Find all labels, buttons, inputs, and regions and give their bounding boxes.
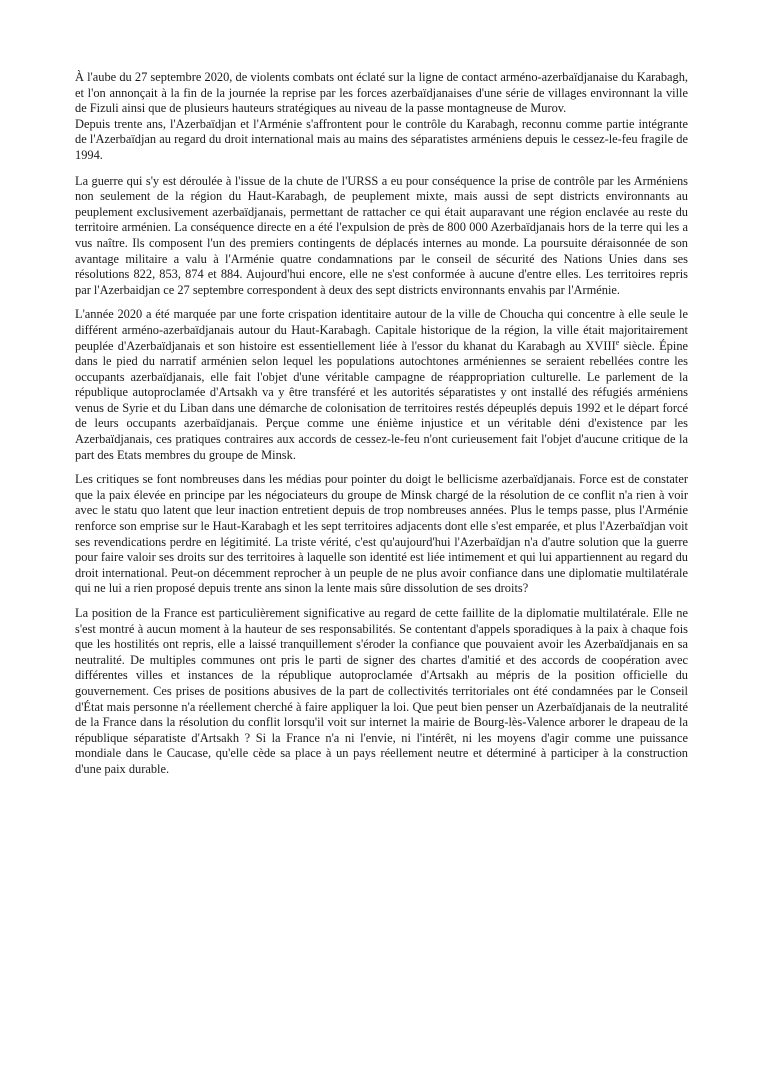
paragraph-intro: À l'aube du 27 septembre 2020, de violents combats ont éclaté sur la ligne de contact arméno-azerbaïdjanaise du Karabagh, et l'on annonçait à la fin de la journée la reprise par les forces azerbaïdjanaises d'une série de villages environnant la ville de Fizuli ainsi que de plusieurs hauteurs stratégiques au niveau de la passe montagneuse de Murov. <box>75 70 688 116</box>
paragraph-war-history: La guerre qui s'y est déroulée à l'issue de la chute de l'URSS a eu pour conséquence la prise de contrôle par les Arméniens non seulement de la région du Haut-Karabagh, de peuplement mixte, mais aussi de sept districts environnants au peuplement exclusivement azerbaïdjanais, permettant de rattacher ce qui était auparavant une région enclavée au reste du territoire arménien. La conséquence directe en a été l'expulsion de près de 800 000 Azerbaïdjanais hors de la terre qui les a vus naître. Ils composent l'un des premiers contingents de déplacés internes au monde. La poursuite déraisonnée de son avantage militaire a valu à l'Arménie quatre condamnations par le conseil de sécurité des Nations Unies dans ses résolutions 822, 853, 874 et 884. Aujourd'hui encore, elle ne s'est conformée à aucune d'entre elles. Les territoires repris par l'Azerbaidjan ce 27 septembre correspondent à deux des sept districts environnants envahis par l'Arménie. <box>75 173 688 297</box>
choucha-text-part-1: L'année 2020 a été marquée par une forte crispation identitaire autour de la ville de Choucha qui concentre à elle seule le différent arméno-azerbaïdjanais autour du Haut-Karabagh. Capitale historique de la région, la ville était majoritairement peuplée d'Azerbaïdjanais et son histoire est essentiellement liée à l'essor du khanat du Karabagh au XVIII <box>75 307 688 353</box>
century-superscript: e <box>615 337 620 347</box>
paragraph-france-position: La position de la France est particulièrement significative au regard de cette faillite de la diplomatie multilatérale. Elle ne s'est montré à aucun moment à la hauteur de ses responsabilités. Se contentant d'appels sporadiques à la paix à chaque fois que les hostilités ont repris, elle a laissé tranquillement s'éroder la confiance que pouvaient avoir les Azerbaïdjanais en sa neutralité. De multiples communes ont pris le parti de signer des chartes d'amitié et des accords de coopération avec différentes villes et instances de la république autoproclamée d'Artsakh au mépris de la position officielle du gouvernement. Ces prises de positions abusives de la part de collectivités territoriales ont été condamnées par le Conseil d'État mais personne n'a réellement cherché à faire appliquer la loi. Que peut bien penser un Azerbaïdjanais de la neutralité de la France dans la résolution du conflit lorsqu'il voit sur internet la mairie de Bourg-lès-Valence arborer le drapeau de la république séparatiste d'Artsakh ? Si la France n'a ni l'envie, ni l'intérêt, ni les moyens d'agir comme une puissance mondiale dans le Caucase, qu'elle cède sa place à un pays réellement neutre et déterminé à participer à la construction d'une paix durable. <box>75 606 688 776</box>
document-page <box>75 70 688 787</box>
paragraph-critiques: Les critiques se font nombreuses dans les médias pour pointer du doigt le bellicisme azerbaïdjanais. Force est de constater que la paix élevée en principe par les négociateurs du groupe de Minsk chargé de la résolution de ce conflit n'a rien à voir avec le statu quo latent que leur inaction entretient depuis de trop nombreuses années. Plus le temps passe, plus l'Arménie renforce son emprise sur le Haut-Karabagh et les sept territoires adjacents dont elle s'est emparée, et plus l'Azerbaïdjan voit ses revendications perdre en légitimité. La triste vérité, c'est qu'aujourd'hui l'Azerbaïdjan n'a d'autre solution que la guerre pour faire valoir ses droits sur des territoires à laquelle son identité est liée intimement et qui lui appartiennent au regard du droit international. Peut-on décemment reprocher à un peuple de ne plus avoir confiance dans une diplomatie multilatérale qui ne lui a rien proposé depuis trente ans sinon la lente mais sûre dissolution de ses droits? <box>75 472 688 596</box>
choucha-text-part-2: siècle. Épine dans le pied du narratif arménien selon lequel les populations autochtones arméniennes se seraient rebellées contre les occupants azerbaïdjanais, elle fait l'objet d'une véritable campagne de réappropriation culturelle. Le parlement de la république autoproclamée d'Artsakh va y être transféré et les autorités séparatistes y ont installé des réfugiés arméniens venus de Syrie et du Liban dans une démarche de colonisation de territoires restés dépeuplés depuis 1992 et le départ forcé de leurs occupants azerbaïdjanais. Perçue comme une énième injustice et un véritable déni d'existence par les Azerbaïdjanais, ces pratiques contraires aux accords de cessez-le-feu n'ont curieusement fait l'objet d'aucune critique de la part des Etats membres du groupe de Minsk. <box>75 338 689 462</box>
paragraph-context: Depuis trente ans, l'Azerbaïdjan et l'Arménie s'affrontent pour le contrôle du Karabagh, reconnu comme partie intégrante de l'Azerbaïdjan au regard du droit international mais au mains des séparatistes arméniens depuis le cessez-le-feu fragile de 1994. <box>75 116 688 162</box>
paragraph-choucha <box>75 307 688 463</box>
